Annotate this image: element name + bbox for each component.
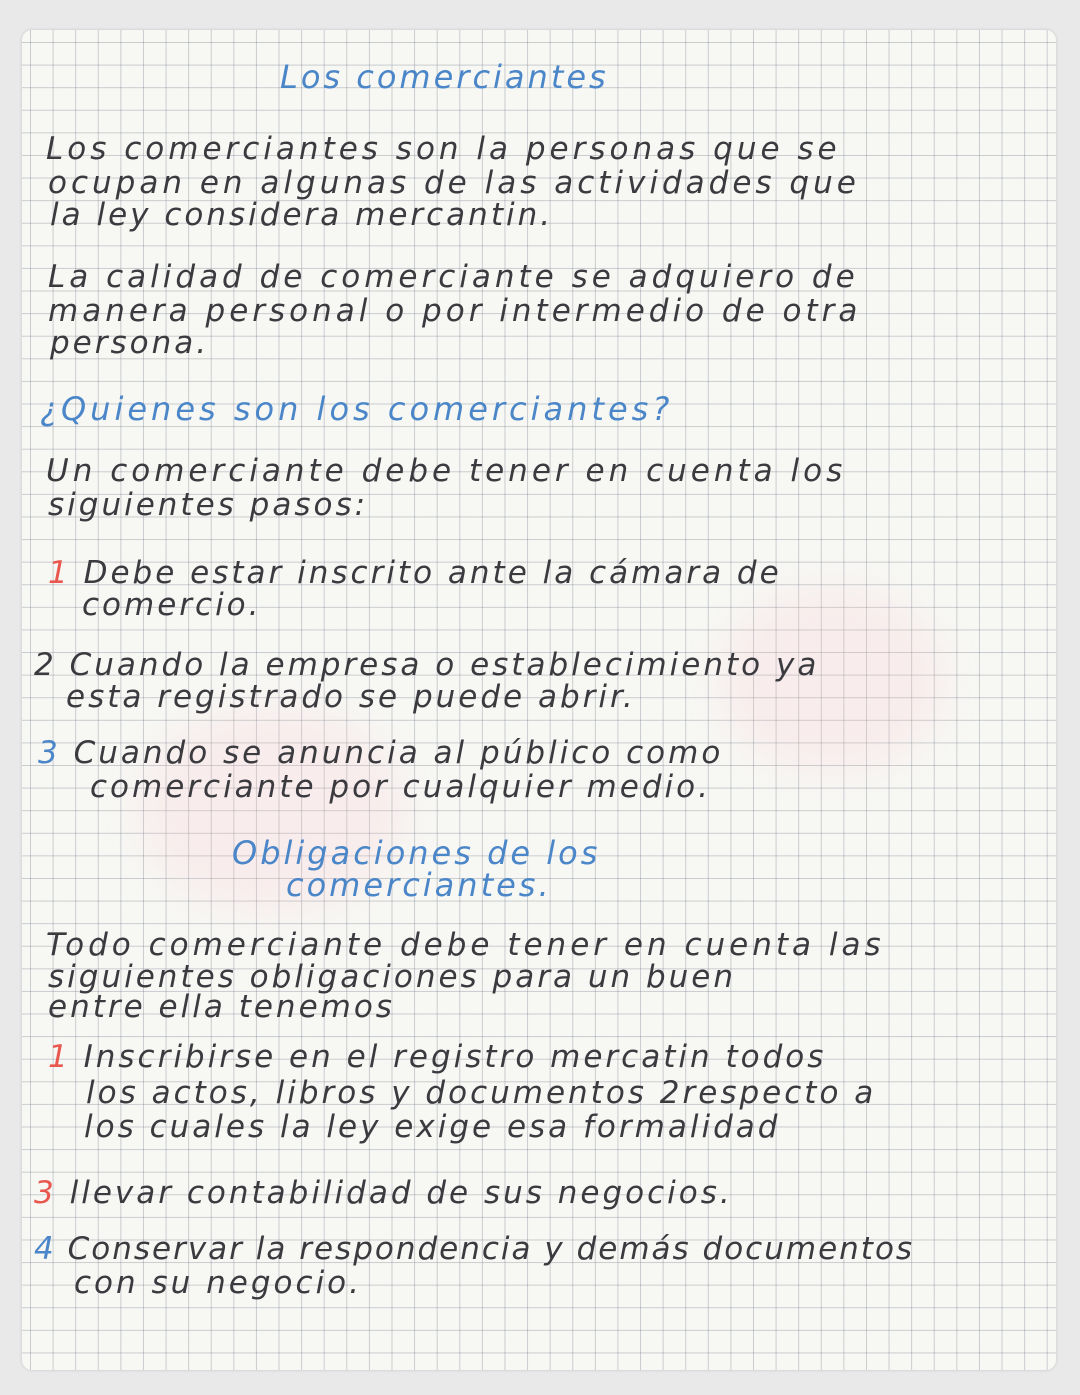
item-number: 1 [48,1039,71,1075]
quienes-item-1-cont: comercio. [82,587,262,623]
intro-line-1: Los comerciantes son la personas que se [46,131,841,167]
obligaciones-item-1 [48,1040,826,1074]
item-number: 3 [38,735,61,771]
item-text: Debe estar inscrito ante la cámara de [83,555,782,591]
item-text: llevar contabilidad de sus negocios. [69,1175,733,1211]
quienes-item-2-cont: esta registrado se puede abrir. [66,679,636,715]
intro-line-2: ocupan en algunas de las actividades que [48,165,860,201]
item-number: 2 [34,647,57,683]
item-number: 3 [34,1175,57,1211]
obligaciones-item-1-cont-2: los cuales la ley exige esa formalidad [84,1109,781,1145]
quienes-item-1 [48,556,782,590]
obligaciones-item-4-cont: con su negocio. [74,1265,363,1301]
item-text: Cuando la empresa o establecimiento ya [69,647,820,683]
obligaciones-line-2: siguientes obligaciones para un buen [48,959,737,995]
item-number: 4 [34,1231,56,1267]
calidad-line-3: persona. [50,325,210,361]
quienes-line-2: siguientes pasos: [48,487,369,523]
obligaciones-line-1: Todo comerciante debe tener en cuenta las [46,927,885,963]
obligaciones-item-4 [34,1232,914,1266]
quienes-item-2 [34,648,819,682]
intro-line-3: la ley considera mercantin. [50,197,554,233]
item-number: 1 [48,555,71,591]
item-text: Inscribirse en el registro mercatin todos [83,1039,827,1075]
quienes-heading: ¿Quienes son los comerciantes? [40,390,674,428]
item-text: Cuando se anuncia al público como [73,735,724,771]
obligaciones-heading-2: comerciantes. [286,866,552,904]
obligaciones-item-1-cont-1: los actos, libros y documentos 2respecto a [86,1075,877,1111]
calidad-line-1: La calidad de comerciante se adquiero de [48,259,859,295]
quienes-item-3 [38,736,723,770]
item-text: Conservar la respondencia y demás documentos [67,1231,915,1267]
obligaciones-line-3: entre ella tenemos [48,989,395,1025]
page-title: Los comerciantes [280,58,609,96]
calidad-line-2: manera personal o por intermedio de otra [48,293,862,329]
quienes-item-3-cont: comerciante por cualquier medio. [90,769,711,805]
obligaciones-heading-1: Obligaciones de los [232,834,601,872]
obligaciones-item-3 [34,1176,733,1210]
quienes-line-1: Un comerciante debe tener en cuenta los [46,453,847,489]
